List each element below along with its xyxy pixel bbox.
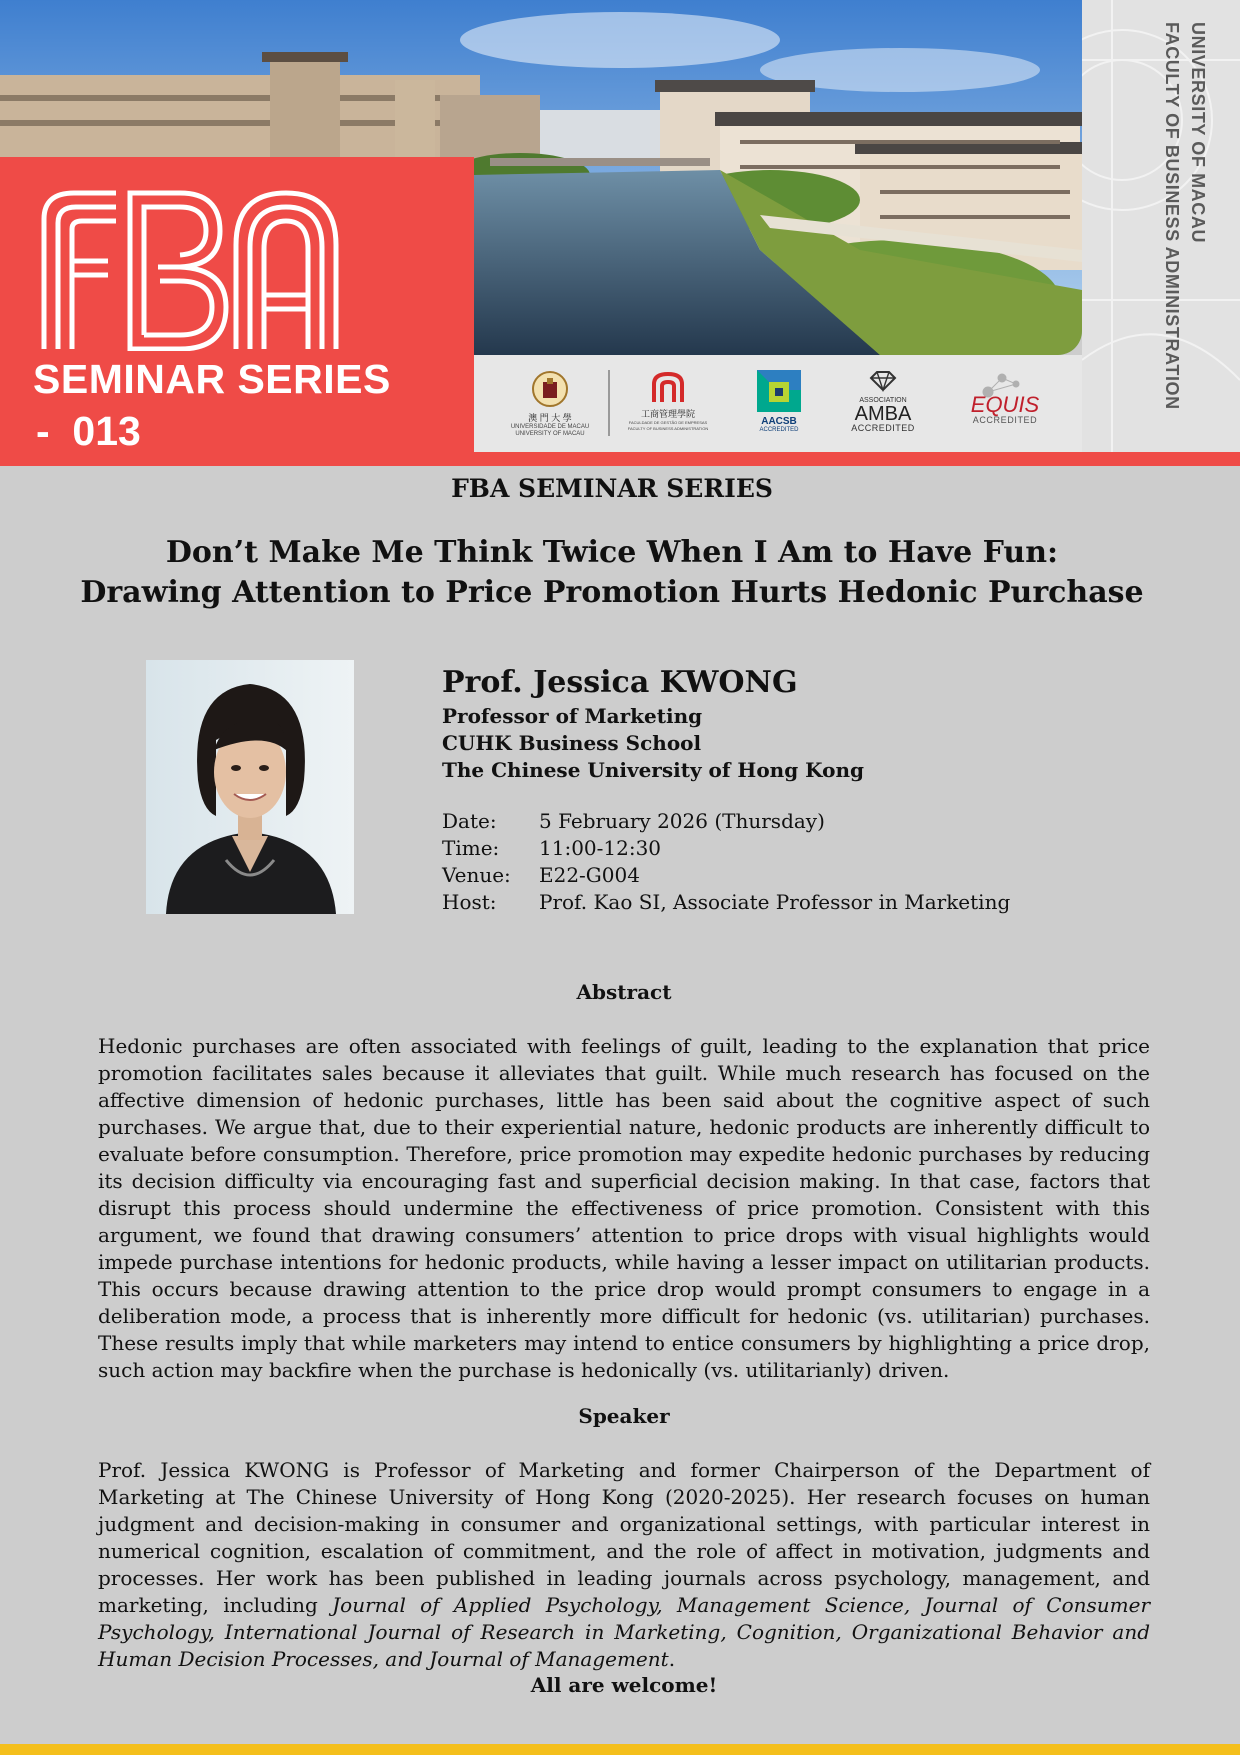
logo-divider	[608, 370, 610, 436]
fba-school-icon	[648, 370, 688, 404]
aacsb-accredited: ACCREDITED	[759, 427, 799, 433]
time-row	[442, 835, 1202, 862]
venue-value: E22-G004	[539, 863, 640, 887]
fba-school-portuguese-name: FACULDADE DE GESTÃO DE EMPRESAS	[628, 420, 708, 425]
time-value: 11:00-12:30	[539, 836, 662, 860]
header-red-strip	[474, 452, 1240, 466]
equis-accredited: ACCREDITED	[972, 415, 1038, 425]
poster-header	[0, 0, 1240, 466]
talk-title-line2: Drawing Attention to Price Promotion Hurts Hedonic Purchase	[80, 575, 1144, 610]
speaker-university: The Chinese University of Hong Kong	[442, 758, 864, 782]
um-chinese-name: 澳 門 大 學	[528, 413, 572, 423]
amba-logo	[840, 370, 926, 433]
fba-school-chinese-name: 工商管理學院	[640, 409, 695, 419]
speaker-info	[442, 663, 1202, 916]
amba-diamond-icon	[867, 370, 899, 392]
date-label: Date:	[442, 809, 497, 833]
date-row	[442, 808, 1202, 835]
amba-accredited: ACCREDITED	[851, 423, 915, 433]
host-row	[442, 889, 1202, 916]
bio-journals: Journal of Applied Psychology, Management Science, Journal of Consumer Psychology, International Journal of Research in Marketing, Cognition, Organizational Behavior and Human Decision Processes, and Journal of Management	[98, 1593, 1150, 1671]
aacsb-logo	[748, 370, 810, 434]
abstract-text: Hedonic purchases are often associated with feelings of guilt, leading to the explanation that price promotion facilitates sales because it alleviates that guilt. While much research has focused on the affective dimension of hedonic purchases, little has been said about the cognitive aspect of such purchases. We argue that, due to their experiential nature, hedonic products are inherently difficult to evaluate before consumption. Therefore, price promotion may expedite hedonic purchases by reducing its decision difficulty via encouraging fast and superficial decision making. In that case, factors that disrupt this process should undermine the effectiveness of price promotion. Consistent with this argument, we found that drawing consumers’ attention to price drops with visual highlights would impede purchase intentions for hedonic products, while having a lesser impact on utilitarian products. This occurs because drawing attention to the price drop would prompt consumers to engage in a deliberation mode, a process that is inherently more difficult for hedonic (vs. utilitarian) purchases. These results imply that while marketers may intend to entice consumers by highlighting a price drop, such action may backfire when the purchase is hedonically (vs. utilitarianly) driven.	[98, 1034, 1150, 1382]
welcome-message: All are welcome!	[530, 1673, 718, 1697]
bio-text: Prof. Jessica KWONG is Professor of Marketing and former Chairperson of the Department of Marketing at The Chinese University of Hong Kong (2020-2025). Her research focuses on human judgment and decision-making in consumer and organizational settings, with particular interest in numerical cognition, escalation of commitment, and the role of affect in motivation, judgments and processes. Her work has been published in leading journals across psychology, management, and marketing, including	[98, 1458, 1150, 1617]
fba-logo	[30, 183, 340, 351]
host-label: Host:	[442, 890, 497, 914]
um-english-name: UNIVERSITY OF MACAU	[515, 431, 585, 437]
host-value: Prof. Kao SI, Associate Professor in Marketing	[539, 890, 1011, 914]
venue-row	[442, 862, 1202, 889]
um-crest-icon	[530, 370, 570, 408]
series-word: SEMINAR SERIES	[33, 356, 391, 402]
speaker-position: Professor of Marketing	[442, 704, 703, 728]
abstract-heading: Abstract	[576, 980, 672, 1004]
talk-title	[0, 533, 1224, 613]
side-faculty-name: FACULTY OF BUSINESS ADMINISTRATION	[1162, 22, 1182, 410]
um-portuguese-name: UNIVERSIDADE DE MACAU	[510, 424, 590, 430]
time-label: Time:	[442, 836, 500, 860]
fba-school-english-name: FACULTY OF BUSINESS ADMINISTRATION	[627, 426, 709, 431]
speaker-school: CUHK Business School	[442, 731, 702, 755]
fba-school-logo	[626, 370, 710, 432]
speaker-photo	[146, 660, 354, 914]
series-number: - 013	[36, 408, 141, 454]
series-heading: FBA SEMINAR SERIES	[451, 474, 773, 503]
side-vertical-text	[1155, 22, 1219, 422]
event-details	[442, 808, 1202, 916]
equis-logo	[955, 370, 1055, 425]
aacsb-mark-icon	[755, 370, 803, 412]
amba-name: AMBA	[854, 403, 912, 425]
bottom-strip	[0, 1744, 1240, 1755]
date-value: 5 February 2026 (Thursday)	[539, 809, 825, 833]
speaker-name: Prof. Jessica KWONG	[442, 665, 798, 700]
venue-label: Venue:	[442, 863, 511, 887]
amba-association: ASSOCIATION	[859, 397, 907, 404]
bio-end: .	[668, 1647, 676, 1671]
um-logo	[508, 370, 592, 438]
side-university-name: UNIVERSITY OF MACAU	[1188, 22, 1208, 244]
speaker-heading: Speaker	[578, 1404, 670, 1428]
talk-title-line1: Don’t Make Me Think Twice When I Am to Have Fun:	[165, 535, 1059, 570]
speaker-bio	[98, 1457, 1150, 1673]
aacsb-name: AACSB	[761, 416, 797, 427]
equis-name: EQUIS	[970, 392, 1040, 417]
